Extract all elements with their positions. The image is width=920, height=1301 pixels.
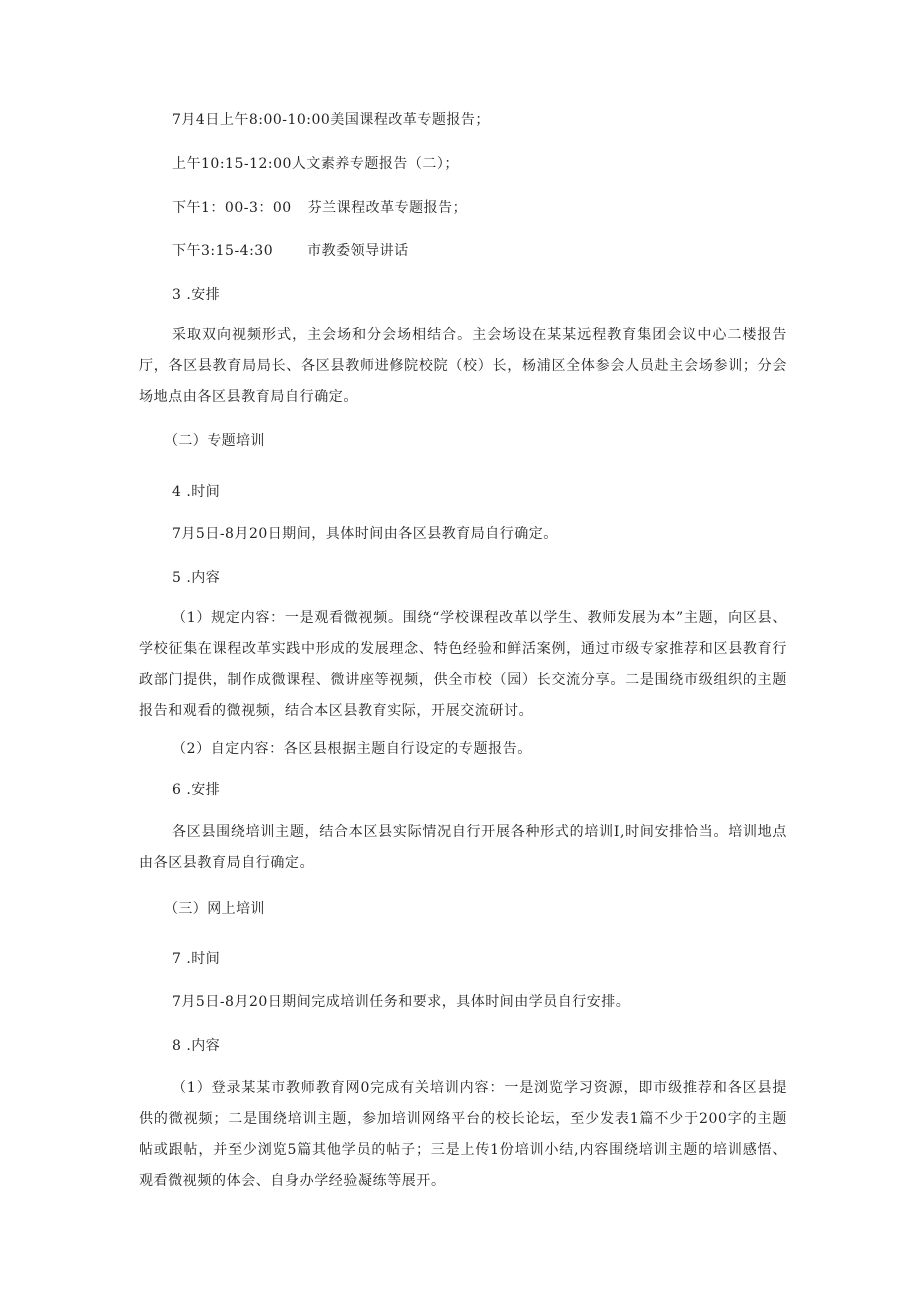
item-8-paragraph: （1）登录某某市教师教育网0完成有关培训内容：一是浏览学习资源，即市级推荐和各区县提供的微视频；二是围绕培训主题，参加培训网络平台的校长论坛，至少发表1篇不少于200字的主题帖或跟帖，并至少浏览5篇其他学员的帖子；三是上传1份培训小结,内容围绕培训主题的培训感悟、观看微视频的体会、自身办学经验凝练等展开。 <box>139 1080 787 1189</box>
schedule-line-1: 7月4日上午8:00-10:00美国课程改革专题报告； <box>172 112 490 128</box>
schedule-line-4-topic: 市教委领导讲话 <box>307 243 409 259</box>
item-7-title: 7 .时间 <box>172 951 221 967</box>
item-6-title: 6 .安排 <box>172 782 221 798</box>
item-6-paragraph: 各区县围绕培训主题，结合本区县实际情况自行开展各种形式的培训I,时间安排恰当。培训地点由各区县教育局自行确定。 <box>139 824 787 871</box>
schedule-line-4 <box>172 241 409 261</box>
item-3-title: 3 .安排 <box>172 287 221 303</box>
item-5-title: 5 .内容 <box>172 570 221 586</box>
item-3-paragraph: 采取双向视频形式，主会场和分会场相结合。主会场设在某某远程教育集团会议中心二楼报告厅，各区县教育局局长、各区县教师进修院校院（校）长，杨浦区全体参会人员赴主会场参训；分会场地点由各区县教育局自行确定。 <box>139 327 787 405</box>
section-2-heading: （二）专题培训 <box>164 433 265 449</box>
schedule-line-3-topic: 芬兰课程改革专题报告； <box>307 200 468 216</box>
schedule-line-4-time: 下午3:15-4:30 <box>172 243 274 259</box>
section-3-heading: （三）网上培训 <box>164 901 265 917</box>
item-5-paragraph-2: （2）自定内容：各区县根据主题自行设定的专题报告。 <box>172 741 532 757</box>
schedule-line-3-time: 下午1：00-3：00 <box>172 200 292 216</box>
item-7-text: 7月5日-8月20日期间完成培训任务和要求，具体时间由学员自行安排。 <box>172 994 631 1010</box>
item-8-title: 8 .内容 <box>172 1038 221 1054</box>
schedule-line-2: 上午10:15-12:00人文素养专题报告（二）； <box>172 156 459 172</box>
item-4-text: 7月5日-8月20日期间，具体时间由各区县教育局自行确定。 <box>172 526 558 542</box>
item-4-title: 4 .时间 <box>172 484 221 500</box>
schedule-line-3 <box>172 198 467 218</box>
item-5-paragraph-1: （1）规定内容：一是观看微视频。围绕“学校课程改革以学生、教师发展为本”主题，向区县、学校征集在课程改革实践中形成的发展理念、特色经验和鲜活案例，通过市级专家推荐和区县教育行政部门提供，制作成微课程、微讲座等视频，供全市校（园）长交流分享。二是围绕市级组织的主题报告和观看的微视频，结合本区县教育实际，开展交流研讨。 <box>139 610 787 719</box>
